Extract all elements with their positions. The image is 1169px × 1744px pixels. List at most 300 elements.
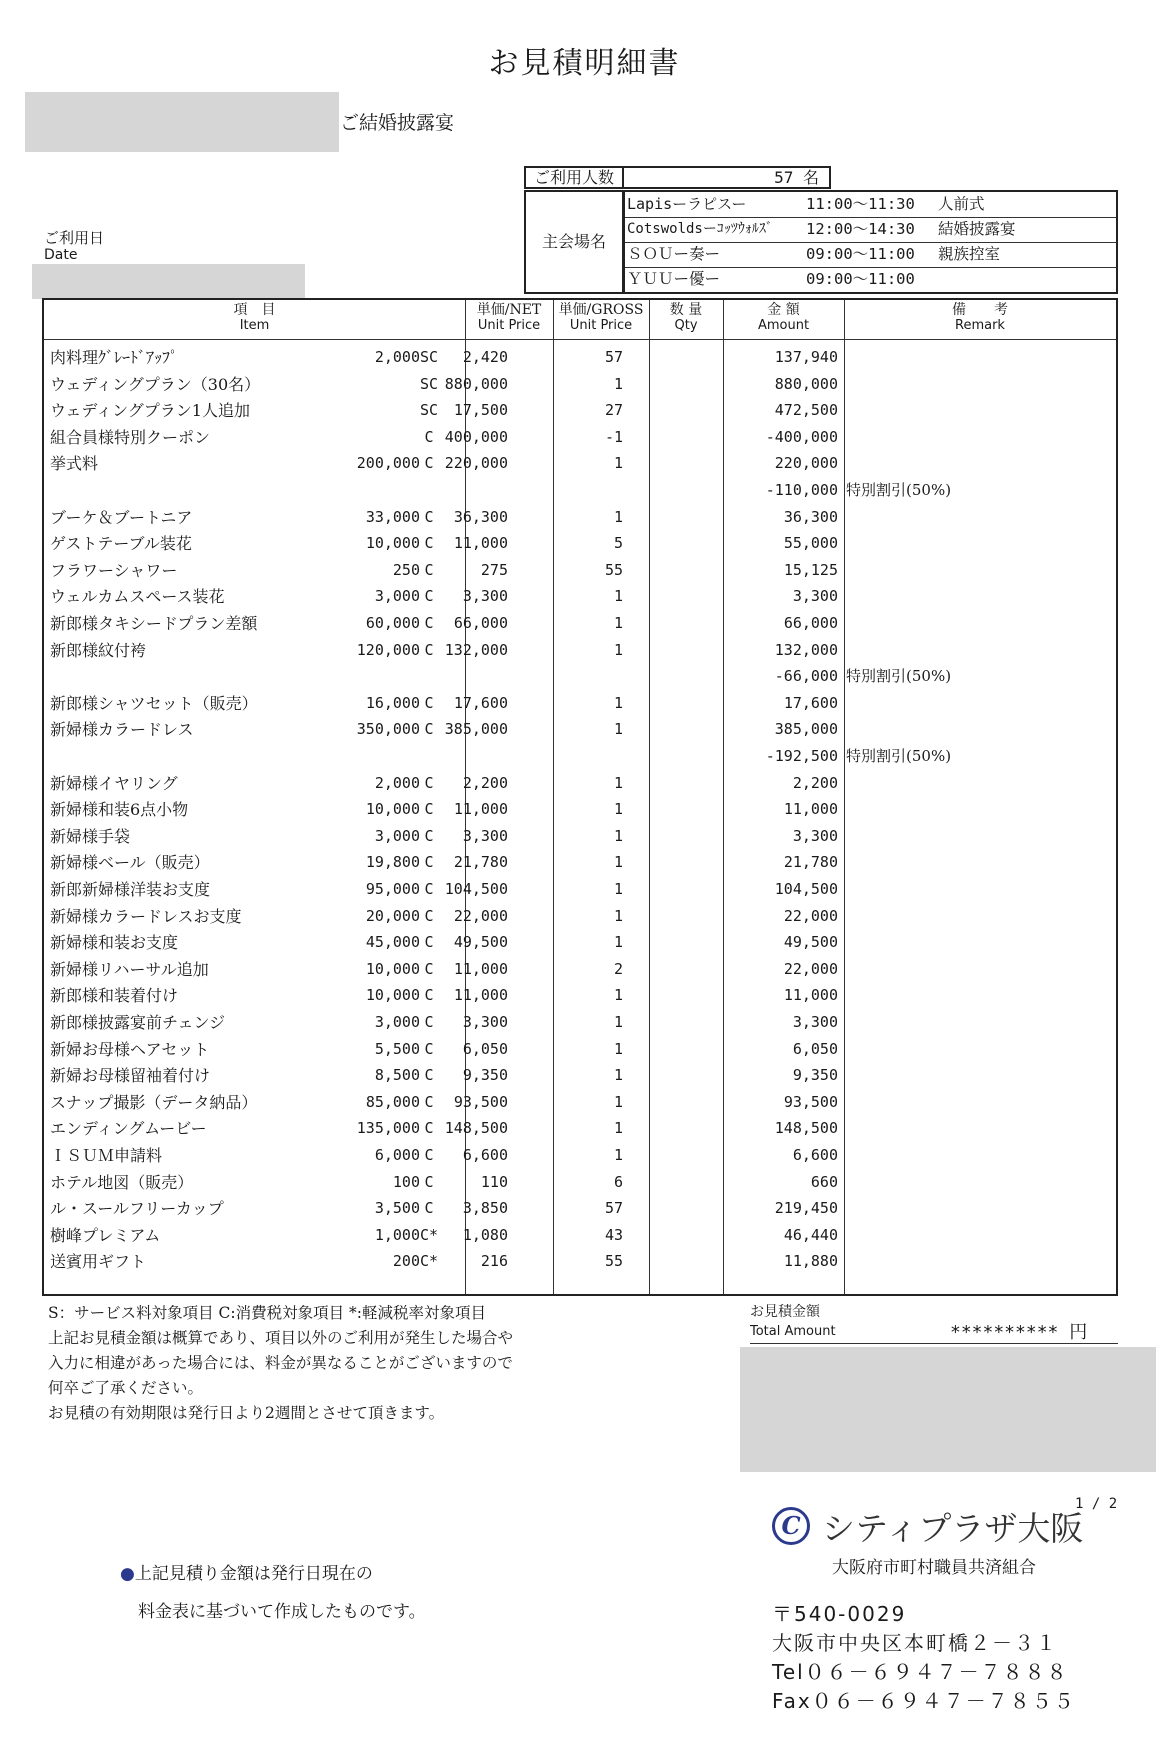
customer-name-redacted [25,92,339,152]
cell-item: ブーケ＆ブートニア [50,507,193,527]
cell-net-price: 5,500 [374,1039,420,1058]
cell-net-price: 45,000 [365,933,420,952]
total-label [750,1302,836,1342]
cell-remark: 特別割引(50%) [846,667,952,686]
bottom-note-line: 料金表に基づいて作成したものです。 [138,1602,426,1622]
cell-amount: 220,000 [774,454,838,473]
cell-amount: 36,300 [783,507,838,526]
cell-qty: 1 [613,454,623,473]
cell-qty: 55 [604,1252,623,1271]
cell-tax-code: C* [419,1252,439,1271]
cell-qty: 1 [613,1066,623,1085]
cell-gross-price: 132,000 [444,640,508,659]
cell-net-price: 10,000 [365,800,420,819]
cell-gross-price: 400,000 [444,427,508,446]
venue-row [624,192,1116,218]
table-row [44,1169,1116,1196]
cell-gross-price: 11,000 [453,986,508,1005]
cell-tax-code: C [424,1199,434,1218]
table-row [44,530,1116,557]
cell-net-price: 350,000 [356,720,420,739]
cell-gross-price: 385,000 [444,720,508,739]
cell-qty: 1 [613,1013,623,1031]
cell-tax-code: C [424,534,434,553]
table-row [44,770,1116,797]
cell-amount: -110,000 [765,481,838,499]
cell-gross-price: 6,050 [462,1039,508,1058]
bullet-icon: ● [120,1564,135,1584]
table-row [44,956,1116,983]
fax-number: Fax０６－６９４７－７８５５ [772,1689,1076,1713]
cell-gross-price: 216 [480,1252,508,1271]
cell-qty: 1 [613,374,623,393]
cell-net-price: 60,000 [365,614,420,632]
cell-net-price: 2,000 [374,348,420,366]
cell-amount: 660 [810,1172,838,1191]
cell-item: エンディングムービー [50,1119,207,1139]
cell-qty: 1 [613,800,623,819]
cell-qty: 1 [613,587,623,606]
document-title: お見積明細書 [488,46,681,81]
cell-amount: 22,000 [783,906,838,925]
cell-qty: 1 [613,693,623,712]
cell-item: 新婦様リハーサル追加 [50,959,209,979]
cell-amount: 9,350 [792,1066,838,1085]
cell-amount: 93,500 [783,1092,838,1111]
cell-item: 新郎新婦様洋装お支度 [50,880,211,899]
cell-qty: 1 [613,1039,623,1058]
date-label-jp: ご利用日 [44,229,105,247]
notes [48,1301,513,1426]
cell-item: 新郎様タキシードプラン差額 [50,614,258,633]
cell-qty: 1 [613,773,623,792]
cell-net-price: 3,000 [374,826,420,845]
company-org: 大阪府市町村職員共済組合 [832,1558,1036,1578]
cell-qty: 57 [604,1199,623,1218]
cell-amount: 3,300 [792,587,838,606]
cell-gross-price: 3,850 [462,1199,508,1218]
cell-qty: 1 [613,614,623,632]
cell-gross-price: 110 [480,1172,508,1191]
table-row [44,663,1116,690]
header-qty-jp: 数 量 [669,302,703,318]
cell-tax-code: SC [419,401,439,420]
venue-row [624,217,1116,243]
cell-amount: 148,500 [774,1119,838,1138]
cell-qty: 55 [604,560,623,579]
cell-item: 新郎様紋付袴 [50,640,147,660]
table-row [44,1009,1116,1036]
table-row [44,716,1116,743]
venue-row [624,242,1116,268]
total-underline [750,1343,1118,1344]
header-remark [844,302,1116,338]
cell-qty: 57 [604,348,623,366]
cell-item: 新郎様和装着付け [50,986,179,1006]
header-net-jp: 単価/NET [476,302,542,318]
cell-amount: 49,500 [783,933,838,952]
cell-amount: 6,600 [792,1146,838,1164]
cell-net-price: 1,000 [374,1225,420,1244]
cell-qty: 43 [604,1225,623,1244]
cell-item: 新婦様手袋 [50,826,131,846]
note-line: 何卒ご了承ください。 [48,1379,204,1397]
cell-gross-price: 11,000 [453,800,508,819]
header-net-en: Unit Price [477,318,541,333]
cell-tax-code: C [424,640,434,659]
cell-gross-price: 6,600 [462,1146,508,1164]
cell-qty: 27 [604,401,623,420]
cell-net-price: 135,000 [356,1119,420,1138]
cell-gross-price: 3,300 [462,826,508,845]
guest-count-label: ご利用人数 [524,166,624,189]
cell-gross-price: 11,000 [453,534,508,553]
cell-qty: 1 [613,826,623,845]
cell-item: ゲストテーブル装花 [50,534,192,554]
company-logo-icon: C [772,1507,810,1545]
cell-tax-code: C [424,773,434,792]
cell-amount: 21,780 [783,853,838,872]
cell-qty: 1 [613,640,623,659]
cell-tax-code: C [424,800,434,819]
cell-gross-price: 148,500 [444,1119,508,1138]
cell-net-price: 3,500 [374,1199,420,1218]
table-row [44,743,1116,770]
table-row [44,557,1116,584]
tax-legend: S：サービス料対象項目 C:消費税対象項目 *:軽減税率対象項目 [48,1304,487,1322]
cell-net-price: 95,000 [365,880,420,898]
cell-item: 挙式料 [50,454,99,474]
cell-qty: 6 [613,1172,623,1191]
cell-item: 新婦様イヤリング [50,773,178,793]
cell-item: 新郎様シャツセット（販売） [50,693,258,713]
cell-item: 新郎様披露宴前チェンジ [50,1013,226,1032]
cell-net-price: 3,000 [374,1013,420,1031]
cell-gross-price: 2,420 [462,348,508,366]
cell-amount: 66,000 [783,614,838,632]
cell-tax-code: C [424,693,434,712]
cell-item: 新婦お母様ヘアセット [50,1039,210,1059]
cell-item: ウェディングプラン1人追加 [50,401,250,421]
cell-net-price: 10,000 [365,986,420,1005]
venue-name: ＳＯＵー奏ー [627,245,721,263]
venue-name: ＹＵＵー優ー [627,270,721,288]
cell-net-price: 6,000 [374,1146,420,1164]
cell-tax-code: C [424,1119,434,1138]
cell-gross-price: 17,600 [453,693,508,712]
cell-gross-price: 9,350 [462,1066,508,1085]
header-amount [723,302,844,338]
cell-qty: 1 [613,1146,623,1164]
cell-item: 新婦様カラードレスお支度 [50,906,242,926]
cell-item: ル・スールフリーカップ [50,1199,224,1219]
table-row [44,610,1116,637]
header-remark-jp: 備 考 [952,302,1008,318]
cell-item: ＩＳＵＭ申請料 [50,1146,163,1165]
header-qty-en: Qty [674,318,698,333]
cell-amount: 6,050 [792,1039,838,1058]
venue-time: 11:00～11:30 [806,195,915,213]
company-name: シティプラザ大阪 [822,1509,1084,1548]
venue-time: 09:00～11:00 [806,245,915,263]
cell-net-price: 8,500 [374,1066,420,1085]
cell-tax-code: C [424,1066,434,1085]
cell-tax-code: C [424,853,434,872]
cell-qty: 1 [613,986,623,1005]
total-amount: ********** 円 [950,1322,1088,1343]
cell-gross-price: 220,000 [444,454,508,473]
header-gross-en: Unit Price [569,318,633,333]
cell-qty: 1 [613,906,623,925]
cell-item: 新婦様和装6点小物 [50,800,189,820]
venue-list [624,190,1118,294]
venue-name: Lapisーラピスー [627,195,747,213]
estimate-table [42,298,1118,1296]
cell-qty: 1 [613,1092,623,1111]
cell-item: ウェルカムスペース装花 [50,587,225,607]
cell-amount: 132,000 [774,640,838,659]
cell-amount: -192,500 [765,747,838,765]
cell-item: ホテル地図（販売） [50,1172,194,1192]
cell-amount: -400,000 [765,427,838,446]
cell-tax-code: C [424,454,434,473]
stamp-redacted [740,1347,1156,1472]
table-row [44,876,1116,903]
cell-tax-code: C [424,826,434,845]
table-row [44,849,1116,876]
page-number: 1 / 2 [1075,1496,1118,1512]
cell-item: 送賓用ギフト [50,1252,147,1272]
venue-time: 09:00～11:00 [806,270,915,288]
table-row [44,796,1116,823]
table-row [44,1222,1116,1249]
cell-qty: 1 [613,880,623,898]
cell-amount: 11,000 [783,986,838,1005]
cell-gross-price: 22,000 [453,906,508,925]
cell-remark: 特別割引(50%) [846,747,952,765]
table-row [44,504,1116,531]
cell-net-price: 19,800 [365,853,420,872]
date-label-en: Date [44,247,78,263]
cell-tax-code: SC [419,348,439,366]
cell-remark: 特別割引(50%) [846,481,952,499]
cell-item: 新婦お母様留袖着付け [50,1066,211,1086]
cell-tax-code: C [424,614,434,632]
table-row [44,344,1116,371]
venue-purpose: 人前式 [938,195,985,213]
cell-gross-price: 2,200 [462,773,508,792]
header-amount-en: Amount [757,318,810,333]
cell-tax-code: C [424,1172,434,1191]
cell-item: 樹峰プレミアム [50,1225,161,1245]
table-row [44,1195,1116,1222]
header-item-en: Item [239,318,270,333]
note-line: 上記お見積金額は概算であり、項目以外のご利用が発生した場合や [48,1329,514,1347]
table-row [44,903,1116,930]
table-row [44,477,1116,504]
cell-tax-code: C [424,1013,434,1031]
street-address: 大阪市中央区本町橋２－３１ [772,1631,1058,1655]
cell-gross-price: 93,500 [453,1092,508,1111]
cell-tax-code: C [424,933,434,952]
venue-time: 12:00～14:30 [806,220,915,238]
header-gross [553,302,649,338]
cell-tax-code: C [424,507,434,526]
note-line: 入力に相違があった場合には、料金が異なることがございますので [48,1354,513,1372]
date-redacted [32,264,305,299]
venue-row [624,267,1116,292]
cell-tax-code: C [424,720,434,739]
venue-purpose: 親族控室 [938,245,1001,263]
total-label-en: Total Amount [750,1324,836,1339]
cell-amount: 104,500 [774,880,838,898]
cell-net-price: 200,000 [356,454,420,473]
cell-item: 組合員様特別クーポン [50,427,211,447]
cell-amount: 3,300 [792,826,838,845]
venue-name: Cotswoldsーｺｯﾂｳｫﾙｽﾞ [627,221,773,237]
header-remark-en: Remark [955,318,1005,333]
cell-amount: 137,940 [774,348,838,366]
cell-item: 新婦様カラードレス [50,720,194,740]
header-gross-jp: 単価/GROSS [558,302,644,318]
table-row [44,1062,1116,1089]
cell-gross-price: 104,500 [444,880,508,898]
tel-number: Tel０６－６９４７－７８８８ [772,1660,1069,1684]
cell-net-price: 100 [392,1172,420,1191]
table-row [44,1248,1116,1275]
cell-gross-price: 3,300 [462,587,508,606]
cell-gross-price: 66,000 [453,614,508,632]
venue-purpose: 結婚披露宴 [938,220,1016,238]
cell-qty: 1 [613,933,623,952]
table-row [44,982,1116,1009]
cell-gross-price: 17,500 [453,401,508,420]
cell-net-price: 3,000 [374,587,420,606]
cell-net-price: 250 [392,560,420,579]
cell-gross-price: 11,000 [453,959,508,978]
header-net [465,302,553,338]
cell-item: スナップ撮影（データ納品） [50,1092,258,1112]
table-row [44,371,1116,398]
cell-tax-code: C [424,986,434,1005]
cell-gross-price: 21,780 [453,853,508,872]
table-row [44,1036,1116,1063]
cell-item: 新婦様ベール（販売） [50,853,210,873]
bottom-note-line: 上記見積り金額は発行日現在の [134,1564,373,1584]
header-qty [649,302,723,338]
cell-qty: 2 [613,959,623,978]
cell-net-price: 33,000 [365,507,420,526]
cell-tax-code: C [424,560,434,579]
table-row [44,1115,1116,1142]
table-row [44,1089,1116,1116]
cell-tax-code: C* [419,1225,439,1244]
cell-amount: 880,000 [774,374,838,393]
cell-net-price: 16,000 [365,693,420,712]
cell-item: 新婦様和装お支度 [50,933,179,953]
cell-amount: 3,300 [792,1013,838,1031]
cell-item: フラワーシャワー [50,560,178,580]
cell-amount: 2,200 [792,773,838,792]
venue-label: 主会場名 [524,190,624,294]
event-name: ご結婚披露宴 [340,112,455,134]
cell-amount: 219,450 [774,1199,838,1218]
cell-tax-code: C [424,1039,434,1058]
cell-tax-code: C [424,906,434,925]
company-address [772,1600,1076,1716]
cell-tax-code: SC [419,374,439,393]
header-amount-jp: 金 額 [767,302,800,318]
table-row [44,424,1116,451]
cell-gross-price: 49,500 [453,933,508,952]
cell-tax-code: C [424,1146,434,1164]
cell-amount: 11,880 [783,1252,838,1271]
cell-tax-code: C [424,1092,434,1111]
cell-qty: 1 [613,853,623,872]
cell-net-price: 85,000 [365,1092,420,1111]
cell-gross-price: 880,000 [444,374,508,393]
cell-net-price: 20,000 [365,906,420,925]
cell-amount: -66,000 [774,667,838,686]
header-item [44,302,465,338]
cell-tax-code: C [424,427,434,446]
table-row [44,637,1116,664]
cell-net-price: 10,000 [365,534,420,553]
venue-divider [624,190,625,294]
cell-amount: 17,600 [783,693,838,712]
date-label [44,230,104,264]
table-row [44,397,1116,424]
cell-amount: 55,000 [783,534,838,553]
cell-amount: 15,125 [783,560,838,579]
cell-net-price: 120,000 [356,640,420,659]
cell-net-price: 10,000 [365,959,420,978]
header-divider [44,339,1116,340]
cell-amount: 46,440 [783,1225,838,1244]
cell-tax-code: C [424,880,434,898]
table-row [44,583,1116,610]
cell-qty: -1 [604,427,623,446]
cell-amount: 472,500 [774,401,838,420]
header-item-jp: 項 目 [233,302,276,318]
guest-count-value: 57 名 [624,166,831,189]
postal-code: 〒540-0029 [772,1602,907,1626]
cell-gross-price: 275 [480,560,508,579]
table-row [44,1142,1116,1169]
cell-qty: 5 [613,534,623,553]
cell-amount: 11,000 [783,800,838,819]
note-line: お見積の有効期限は発行日より2週間とさせて頂きます。 [48,1404,445,1422]
cell-item: ウェディングプラン（30名） [50,374,261,394]
cell-qty: 1 [613,720,623,739]
table-row [44,450,1116,477]
cell-gross-price: 36,300 [453,507,508,526]
cell-net-price: 2,000 [374,773,420,792]
table-row [44,690,1116,717]
cell-qty: 1 [613,507,623,526]
total-label-jp: お見積金額 [750,1304,820,1320]
table-row [44,823,1116,850]
table-row [44,929,1116,956]
cell-tax-code: C [424,959,434,978]
cell-gross-price: 1,080 [462,1225,508,1244]
cell-tax-code: C [424,587,434,606]
cell-gross-price: 3,300 [462,1013,508,1031]
cell-item: 肉料理ｸﾞﾚｰﾄﾞｱｯﾌﾟ [50,348,179,367]
cell-amount: 385,000 [774,720,838,739]
cell-net-price: 200 [392,1252,420,1271]
cell-qty: 1 [613,1119,623,1138]
